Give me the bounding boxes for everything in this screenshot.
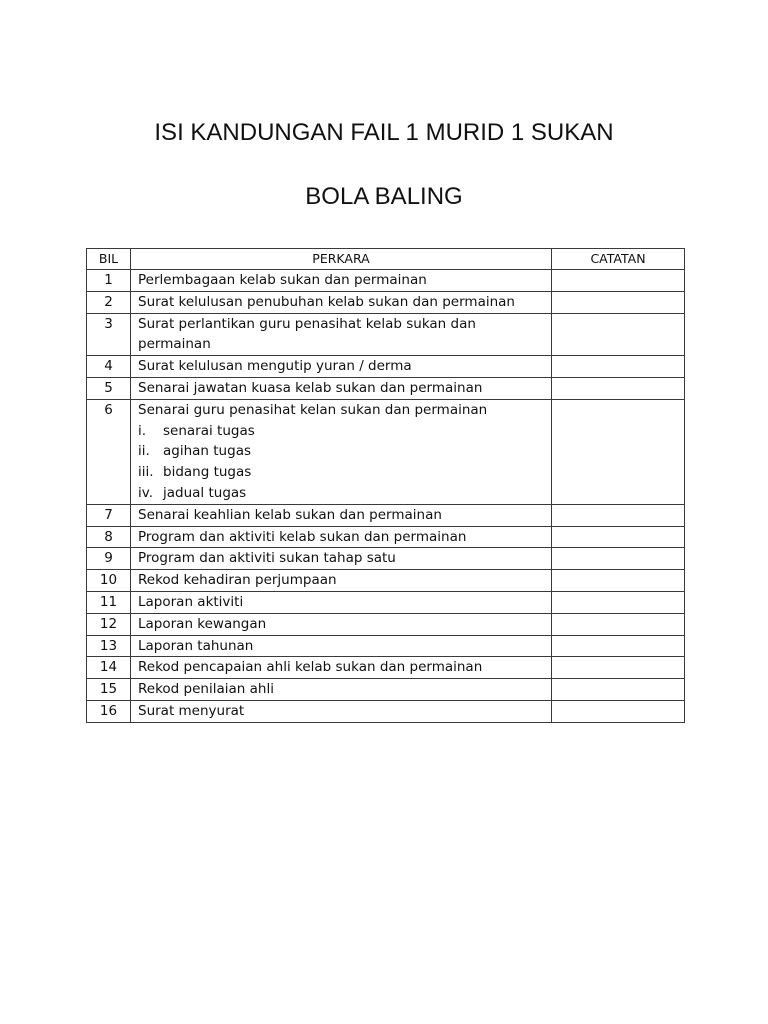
row-catatan bbox=[552, 313, 685, 356]
contents-table bbox=[86, 248, 685, 723]
row-perkara bbox=[131, 657, 552, 679]
sub-item bbox=[138, 483, 544, 504]
row-catatan bbox=[552, 613, 685, 635]
row-bil: 14 bbox=[87, 657, 131, 679]
row-catatan bbox=[552, 270, 685, 292]
row-perkara-text: Senarai keahlian kelab sukan dan permainan bbox=[138, 506, 442, 523]
row-catatan bbox=[552, 657, 685, 679]
row-bil: 11 bbox=[87, 591, 131, 613]
row-bil: 8 bbox=[87, 526, 131, 548]
row-catatan bbox=[552, 591, 685, 613]
row-bil: 4 bbox=[87, 356, 131, 378]
row-bil: 2 bbox=[87, 291, 131, 313]
row-perkara-text: Program dan aktiviti kelab sukan dan permainan bbox=[138, 528, 467, 545]
row-perkara-text: Surat kelulusan penubuhan kelab sukan dan permainan bbox=[138, 293, 515, 310]
row-catatan bbox=[552, 399, 685, 504]
row-bil: 15 bbox=[87, 679, 131, 701]
table-row bbox=[87, 657, 685, 679]
row-perkara bbox=[131, 570, 552, 592]
page-subtitle: BOLA BALING bbox=[305, 183, 463, 210]
table-row bbox=[87, 679, 685, 701]
row-perkara bbox=[131, 313, 552, 356]
row-perkara bbox=[131, 548, 552, 570]
table-row bbox=[87, 570, 685, 592]
row-perkara bbox=[131, 679, 552, 701]
row-perkara bbox=[131, 591, 552, 613]
row-perkara-text: Senarai jawatan kuasa kelab sukan dan permainan bbox=[138, 379, 483, 396]
row-bil: 5 bbox=[87, 377, 131, 399]
sub-item-text: agihan tugas bbox=[163, 443, 251, 460]
row-perkara-text: Rekod pencapaian ahli kelab sukan dan permainan bbox=[138, 659, 483, 676]
table-row bbox=[87, 356, 685, 378]
table-header-row bbox=[87, 249, 685, 270]
row-catatan bbox=[552, 504, 685, 526]
sub-item-number: i. bbox=[138, 422, 147, 439]
row-bil: 1 bbox=[87, 270, 131, 292]
table-row bbox=[87, 526, 685, 548]
row-perkara-text: Laporan kewangan bbox=[138, 615, 267, 632]
row-perkara-text: Rekod penilaian ahli bbox=[138, 681, 274, 698]
table-row bbox=[87, 270, 685, 292]
row-perkara bbox=[131, 635, 552, 657]
row-perkara bbox=[131, 504, 552, 526]
row-bil: 16 bbox=[87, 700, 131, 722]
sub-item bbox=[138, 441, 544, 462]
sub-item-number: iii. bbox=[138, 464, 154, 481]
row-catatan bbox=[552, 291, 685, 313]
sub-item bbox=[138, 421, 544, 442]
row-perkara-text: Senarai guru penasihat kelan sukan dan permainan bbox=[138, 401, 488, 418]
row-perkara bbox=[131, 377, 552, 399]
row-catatan bbox=[552, 679, 685, 701]
row-catatan bbox=[552, 548, 685, 570]
table-row bbox=[87, 291, 685, 313]
row-bil: 12 bbox=[87, 613, 131, 635]
table-row bbox=[87, 548, 685, 570]
row-perkara-text: Program dan aktiviti sukan tahap satu bbox=[138, 550, 396, 567]
row-perkara bbox=[131, 700, 552, 722]
table-row bbox=[87, 613, 685, 635]
row-bil: 13 bbox=[87, 635, 131, 657]
row-catatan bbox=[552, 526, 685, 548]
row-bil: 6 bbox=[87, 399, 131, 504]
table-row bbox=[87, 399, 685, 504]
sub-item-text: senarai tugas bbox=[163, 422, 255, 439]
row-perkara-text: Laporan tahunan bbox=[138, 637, 254, 654]
row-bil: 3 bbox=[87, 313, 131, 356]
table-row bbox=[87, 591, 685, 613]
sub-item-text: jadual tugas bbox=[163, 484, 247, 501]
table-row bbox=[87, 377, 685, 399]
header-catatan: CATATAN bbox=[552, 249, 685, 270]
row-perkara bbox=[131, 399, 552, 504]
row-perkara-text: Surat menyurat bbox=[138, 702, 245, 719]
row-catatan bbox=[552, 377, 685, 399]
row-perkara bbox=[131, 526, 552, 548]
row-perkara-text: Surat kelulusan mengutip yuran / derma bbox=[138, 358, 412, 375]
row-catatan bbox=[552, 356, 685, 378]
header-perkara: PERKARA bbox=[131, 249, 552, 270]
row-bil: 7 bbox=[87, 504, 131, 526]
row-bil: 10 bbox=[87, 570, 131, 592]
row-perkara bbox=[131, 356, 552, 378]
header-bil: BIL bbox=[87, 249, 131, 270]
row-perkara-text: Laporan aktiviti bbox=[138, 593, 244, 610]
row-perkara bbox=[131, 291, 552, 313]
row-perkara-text: Perlembagaan kelab sukan dan permainan bbox=[138, 272, 427, 288]
sub-item-text: bidang tugas bbox=[163, 464, 252, 481]
table-row bbox=[87, 504, 685, 526]
row-perkara-text: Surat perlantikan guru penasihat kelab sukan dan permainan bbox=[138, 315, 476, 353]
row-catatan bbox=[552, 700, 685, 722]
page-title: ISI KANDUNGAN FAIL 1 MURID 1 SUKAN bbox=[154, 119, 614, 146]
table-row bbox=[87, 313, 685, 356]
row-perkara bbox=[131, 270, 552, 292]
sub-item-number: ii. bbox=[138, 443, 150, 460]
row-catatan bbox=[552, 635, 685, 657]
row-bil: 9 bbox=[87, 548, 131, 570]
table-row bbox=[87, 635, 685, 657]
row-perkara bbox=[131, 613, 552, 635]
sub-item-number: iv. bbox=[138, 484, 153, 501]
row-catatan bbox=[552, 570, 685, 592]
sub-item bbox=[138, 462, 544, 483]
table-row bbox=[87, 700, 685, 722]
row-perkara-text: Rekod kehadiran perjumpaan bbox=[138, 572, 337, 589]
